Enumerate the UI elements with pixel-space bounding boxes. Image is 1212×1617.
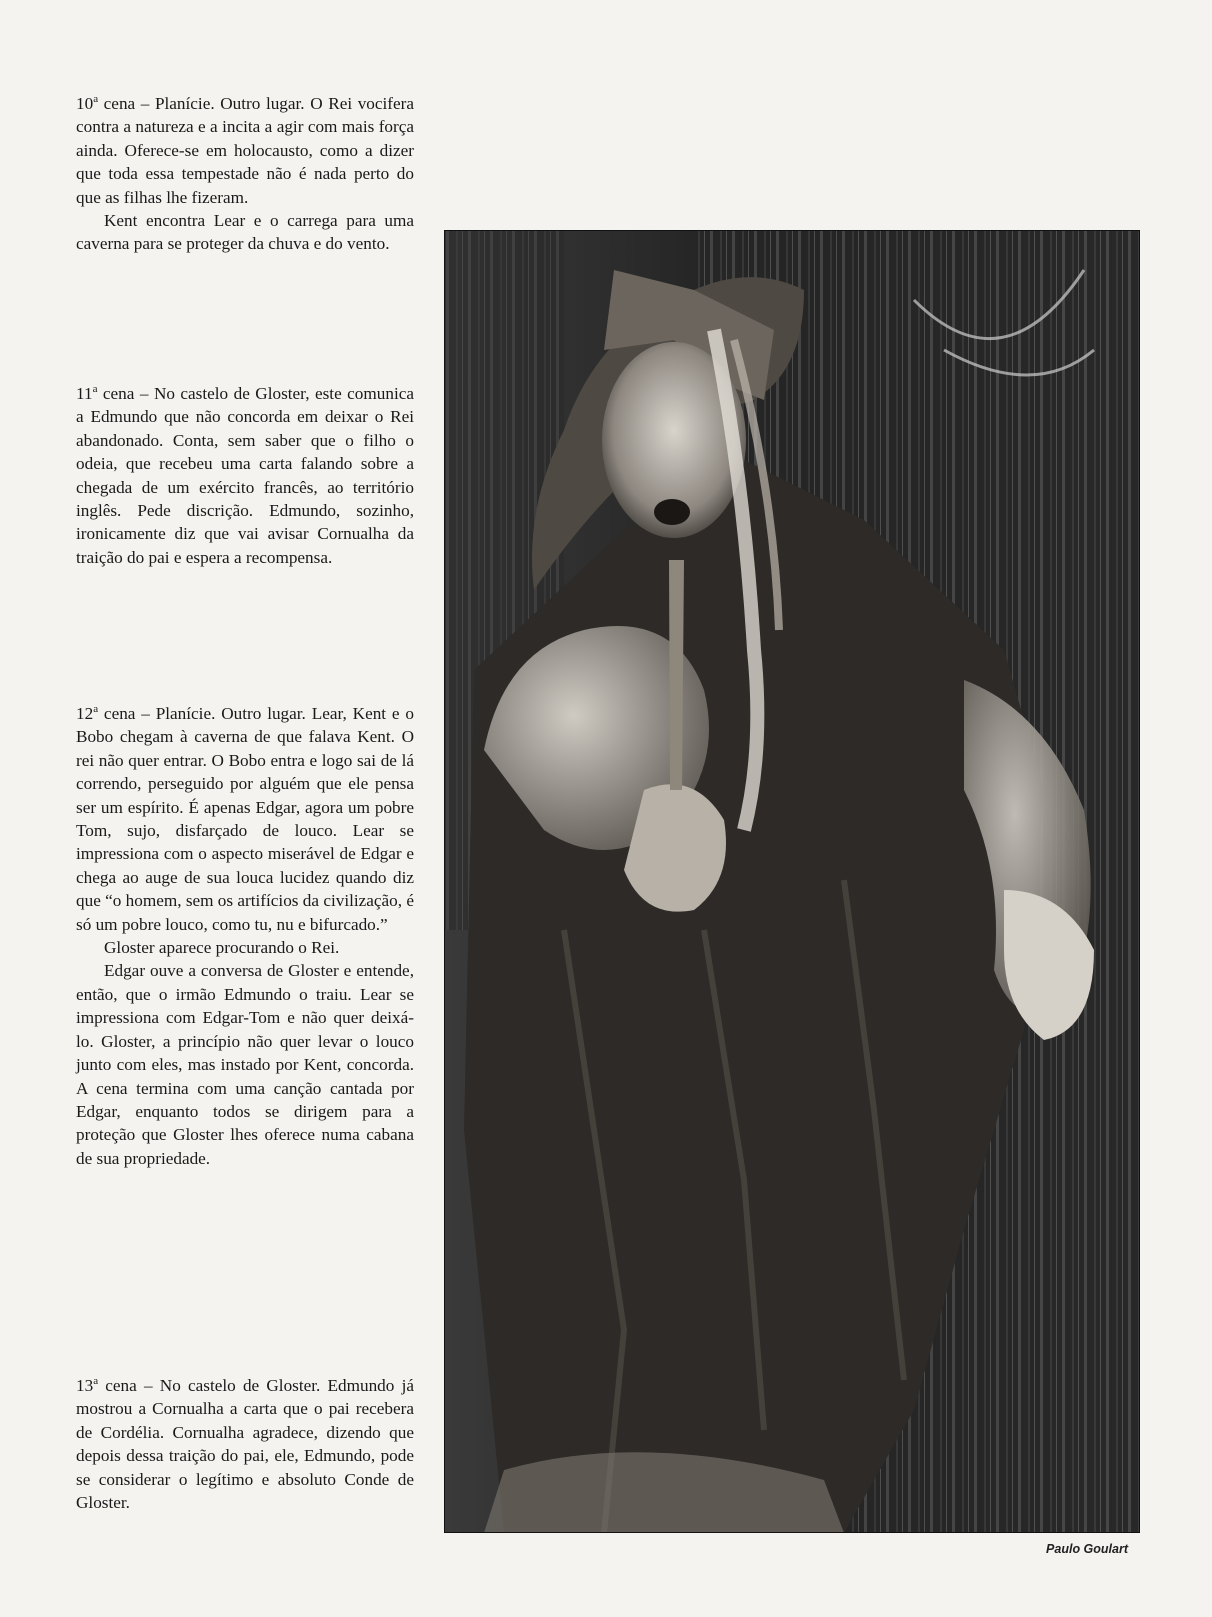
ordinal-marker: a	[93, 93, 99, 105]
stage-photograph	[444, 230, 1140, 1533]
scene-number: 13	[76, 1376, 94, 1395]
scene-paragraph: Gloster aparece procurando o Rei.	[104, 938, 340, 958]
scene-paragraph: Edgar ouve a conversa de Gloster e entende, então, que o irmão Edmundo o traiu. Lear se impressiona com Edgar-Tom e não quer deixá-lo. Gloster, a princípio não quer levar o louco junto com eles, mas instado por Kent, concorda. A cena termina com uma canção cantada por Edgar, enquanto todos se dirigem para a proteção que Gloster lhes oferece numa cabana de sua propriedade.	[76, 961, 414, 1168]
scene-number: 11	[76, 384, 93, 403]
scene-10	[76, 92, 414, 256]
scene-number: 10	[76, 94, 94, 113]
photo-credit: Paulo Goulart	[1046, 1542, 1128, 1556]
scene-13	[76, 1374, 414, 1514]
scene-paragraph: Kent encontra Lear e o carrega para uma caverna para se proteger da chuva e do vento.	[76, 211, 414, 254]
scene-number: 12	[76, 704, 94, 723]
scene-text: cena – No castelo de Gloster. Edmundo já mostrou a Cornualha a carta que o pai recebera de Cordélia. Cornualha agradece, dizendo que depois dessa traição do pai, ele, Edmundo, pode se considerar o legítimo e absoluto Conde de Gloster.	[76, 1376, 414, 1513]
scene-paragraph	[76, 382, 414, 569]
ordinal-marker: a	[93, 703, 99, 715]
scene-11	[76, 382, 414, 569]
scene-text: cena – Planície. Outro lugar. Lear, Kent e o Bobo chegam à caverna de que falava Kent. O rei não quer entrar. O Bobo entra e logo sai de lá correndo, perseguido por alguém que ele pensa ser um espírito. É apenas Edgar, agora um pobre Tom, sujo, disfarçado de louco. Lear se impressiona com o aspecto miserável de Edgar e chega ao auge de sua louca lucidez quando diz que “o homem, sem os artifícios da civilização, é só um pobre louco, como tu, nu e bifurcado.”	[76, 704, 414, 934]
scene-text: cena – Planície. Outro lugar. O Rei vocifera contra a natureza e a incita a agir com mais força ainda. Oferece-se em holocausto, como a dizer que toda essa tempestade não é nada perto do que as filhas lhe fizeram.	[76, 94, 414, 207]
scene-paragraph	[76, 92, 414, 209]
ordinal-marker: a	[92, 383, 98, 395]
photo-illustration	[444, 230, 1140, 1533]
ordinal-marker: a	[93, 1375, 99, 1387]
scene-paragraph	[76, 702, 414, 936]
scene-12	[76, 702, 414, 1170]
scene-text: cena – No castelo de Gloster, este comunica a Edmundo que não concorda em deixar o Rei abandonado. Conta, sem saber que o filho o odeia, que recebeu uma carta falando sobre a chegada de um exército francês, ao território inglês. Pede discrição. Edmundo, sozinho, ironicamente diz que vai avisar Cornualha da traição do pai e espera a recompensa.	[76, 384, 414, 567]
scene-paragraph	[76, 1374, 414, 1514]
